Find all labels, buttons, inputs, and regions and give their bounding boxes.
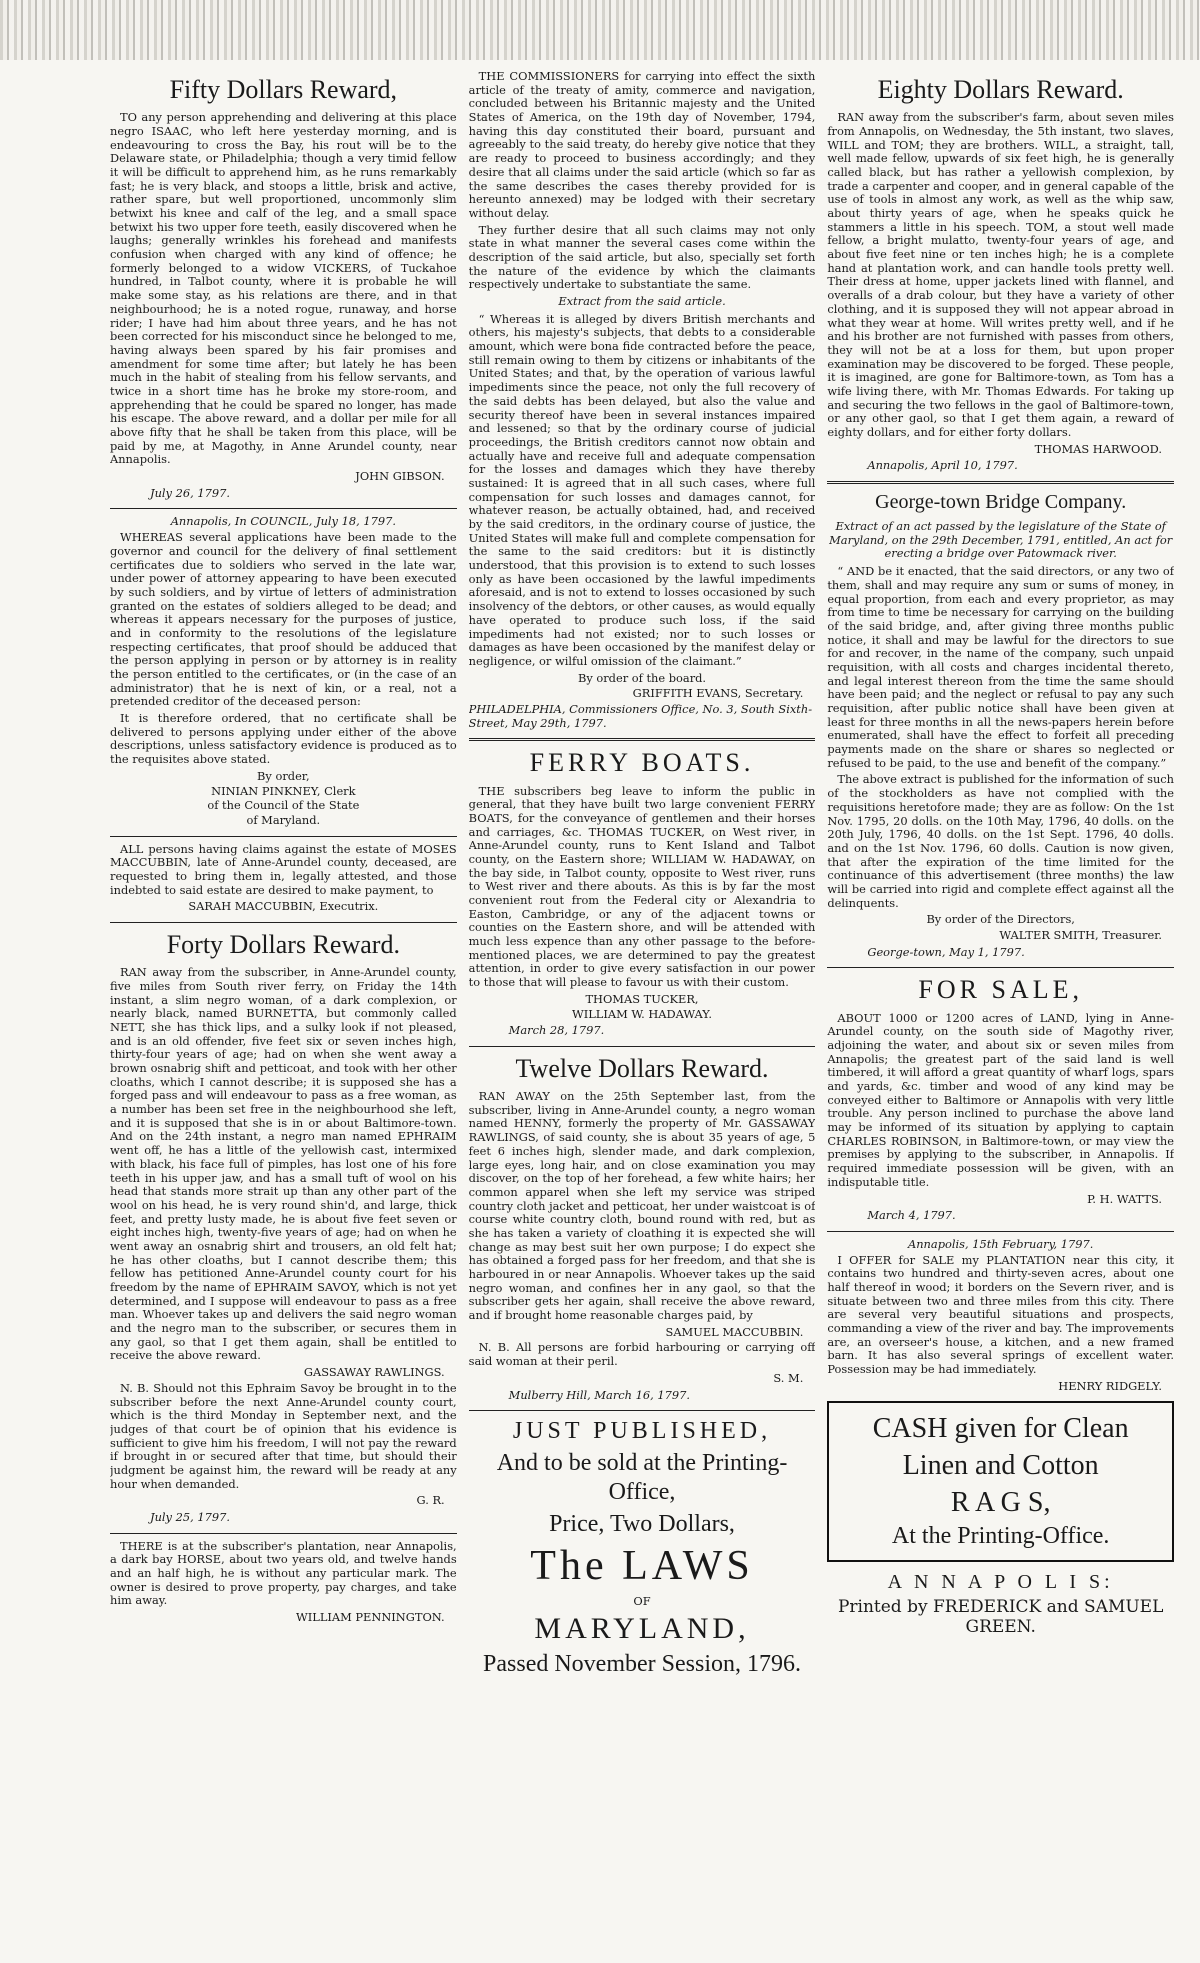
ad-heading: George-town Bridge Company. bbox=[875, 491, 1127, 514]
ad-line: Linen and Cotton bbox=[902, 1450, 1099, 1482]
ad-line: The LAWS bbox=[530, 1543, 754, 1590]
ad-forty-dollars bbox=[110, 929, 457, 1525]
ad-plantation bbox=[827, 1238, 1174, 1394]
divider bbox=[827, 1231, 1174, 1232]
divider bbox=[110, 1533, 457, 1534]
ad-nb: N. B. All persons are forbid harbouring or carrying off said woman at their peril. bbox=[468, 1340, 816, 1369]
imprint bbox=[827, 1570, 1174, 1638]
ad-byorder: By order, bbox=[257, 768, 310, 783]
ad-line: At the Printing-Office. bbox=[891, 1523, 1110, 1550]
ad-date: Annapolis, April 10, 1797. bbox=[867, 458, 1018, 473]
ad-body: I OFFER for SALE my PLANTATION near this city, it contains two hundred and thirty-seven acres, about one half thereof in wood; it borders on the Severn river, and is situate between two and three miles from this city. There are several very beautiful situations and prospects, commanding a view of the river and bay. The improvements are, an overseer's house, a kitchen, and a new framed barn. It has also several springs of excellent water. Possession may be had immediately. bbox=[827, 1252, 1175, 1377]
ad-subheading: Extract of an act passed by the legislature of the State of Maryland, on the 29th December, 1791, entitled, An act for erecting a bridge over Patowmack river. bbox=[829, 519, 1173, 561]
ad-signature: THOMAS HARWOOD. bbox=[1034, 441, 1163, 456]
ad-cash-for-rags bbox=[827, 1401, 1174, 1562]
ad-signature: NINIAN PINKNEY, Clerk bbox=[211, 783, 356, 798]
ad-signature: S. M. bbox=[773, 1370, 804, 1385]
ad-signature: THOMAS TUCKER, bbox=[585, 991, 699, 1006]
imprint-line: A N N A P O L I S: bbox=[887, 1571, 1114, 1594]
ad-signature: G. R. bbox=[416, 1493, 445, 1508]
divider bbox=[110, 508, 457, 509]
imprint-line: GREEN. bbox=[965, 1617, 1036, 1638]
ad-signature: GASSAWAY RAWLINGS. bbox=[303, 1365, 445, 1380]
ad-body: WHEREAS several applications have been made to the governor and council for the delivery of final settlement certificates due to soldiers who served in the late war, under power of attorney appearing to have been executed by such soldiers, and by virtue of letters of administration granted on the estates of soldiers alleged to be dead; and whereas it appears necessary for the purposes of justice, and in conformity to the resolutions of the legislature respecting certificates, that proof should be adduced that the person applying in person or by attorney is in reality the person entitled to the certificates, or (in the case of an administrator) that he is next of kin, or a real, not a pretended creditor of the deceased person: bbox=[110, 530, 457, 709]
ad-laws-of-maryland bbox=[469, 1417, 816, 1679]
ad-body: RAN AWAY on the 25th September last, from the subscriber, living in Anne-Arundel county, a negro woman named HENNY, formerly the property of Mr. GASSAWAY RAWLINGS, of said county, she is about 35 years of age, 5 feet 6 inches high, slender made, and dark complexion, large eyes, long hair, and on close examination you may discover, on the top of her forehead, a few white hairs; her common apparel when she left my service was striped country cloth jacket and petticoat, her under waistcoat is of course white country cloth, bound round with red, but as she has taken a variety of cloathing it is expected she will change as may best suit her own purpose; I do expect she has obtained a forged pass for her freedom, and that she is harboured in or near Annapolis. Whoever takes up the said negro woman, and confines her in any gaol, so that the subscriber gets her again, shall receive the above reward, and if brought home reasonable charges paid, by bbox=[468, 1089, 816, 1323]
ad-signature: GRIFFITH EVANS, Secretary. bbox=[632, 686, 804, 701]
ad-fifty-dollars bbox=[110, 74, 457, 500]
ad-body: They further desire that all such claims may not only state in what manner the several cases come within the description of the said article, but also, specially set forth the nature of the evidence by which the claimants respectively undertake to substantiate the same. bbox=[468, 222, 816, 292]
column-middle bbox=[469, 70, 816, 1915]
ad-signature-line: of Maryland. bbox=[246, 812, 321, 827]
ad-line: CASH given for Clean bbox=[872, 1413, 1129, 1445]
ad-date: July 26, 1797. bbox=[150, 485, 230, 500]
ad-byorder: By order of the Directors, bbox=[926, 912, 1075, 927]
ad-heading: Twelve Dollars Reward. bbox=[515, 1053, 769, 1083]
ad-body: THE COMMISSIONERS for carrying into effect the sixth article of the treaty of amity, commerce and navigation, concluded between his Britannic majesty and the United States of America, on the 19th day of November, 1794, having this day constituted their board, pursuant and agreeably to the said treaty, do hereby give notice that they are ready to proceed to business accordingly; and they desire that all claims under the said article (which so far as the same describes the cases thereby provided for is hereunto annexed) may be lodged with their secretary without delay. bbox=[468, 70, 816, 220]
ad-body: RAN away from the subscriber's farm, about seven miles from Annapolis, on Wednesday, the 5th instant, two slaves, WILL and TOM; they are brothers. WILL, a straight, tall, well made fellow, upwards of six feet high, he is generally called black, but has rather a yellowish complexion, by trade a carpenter and cooper, and in general capable of the use of tools in almost any work, as well as the whip saw, about thirty years of age, when he speaks quick he stammers a little in his speech. TOM, a stout well made fellow, a bright mulatto, twenty-four years of age, and about five feet nine or ten inches high; he is a complete hand at plantation work, and can handle tools pretty well. Their dress at home, upper jackets lined with flannel, and overalls of a drab colour, but they have a variety of other clothing, and it is supposed they will not appear abroad in what they wear at home. Will writes pretty well, and if he and his brother are not furnished with passes from others, they will not be at a loss for them, but upon proper examination may be discovered to be forged. These people, it is imagined, are gone for Baltimore-town, as Tom has a wife living there, with Mr. Thomas Edwards. For taking up and securing the two fellows in the gaol of Baltimore-town, or any other gaol, so that I get them again, a reward of eighty dollars, and for either forty dollars. bbox=[827, 110, 1175, 439]
ad-line: JUST PUBLISHED, bbox=[512, 1418, 772, 1445]
ad-signature: WILLIAM W. HADAWAY. bbox=[572, 1006, 712, 1021]
divider bbox=[827, 967, 1174, 968]
ad-heading: Fifty Dollars Reward, bbox=[169, 75, 398, 104]
ad-signature: P. H. WATTS. bbox=[1087, 1191, 1163, 1206]
ad-council-notice bbox=[110, 515, 457, 827]
ad-line: OF bbox=[633, 1593, 651, 1608]
ad-horse bbox=[110, 1540, 457, 1625]
divider bbox=[110, 922, 457, 923]
ad-nb: N. B. Should not this Ephraim Savoy be brought in to the subscriber before the next Anne-Arundel county court, which is the third Monday in September next, and the judges of that court be of opinion that his evidence is sufficient to give him his freedom, I will not pay the reward if brought in or secured after that time, but should their judgment be against him, the reward will be ready at any hour when demanded. bbox=[110, 1380, 457, 1491]
ad-heading: FOR SALE, bbox=[918, 975, 1083, 1005]
ad-body: THERE is at the subscriber's plantation, near Annapolis, a dark bay HORSE, about two years old, and twelve hands and an half high, he is without any particular mark. The owner is desired to prove property, pay charges, and take him away. bbox=[110, 1538, 457, 1608]
ad-signature: SARAH MACCUBBIN, Executrix. bbox=[188, 899, 379, 914]
ad-signature: HENRY RIDGELY. bbox=[1058, 1378, 1163, 1393]
ad-signature: WALTER SMITH, Treasurer. bbox=[999, 928, 1163, 942]
divider bbox=[827, 481, 1174, 484]
ad-place: PHILADELPHIA, Commissioners Office, No. 3, South Sixth-Street, May 29th, 1797. bbox=[468, 701, 813, 730]
columns bbox=[110, 70, 1174, 1915]
ad-signature: WILLIAM PENNINGTON. bbox=[296, 1610, 445, 1625]
divider bbox=[469, 1410, 816, 1411]
column-left bbox=[110, 70, 457, 1915]
ad-body: TO any person apprehending and delivering at this place negro ISAAC, who left here yesterday morning, and is endeavouring to cross the Bay, his rout will be to the Delaware state, or Philadelphia; though a very timid fellow it will be difficult to apprehend him, as he runs remarkably fast; he is very black, and stoops a little, brisk and active, rather spare, but well proportioned, uncommonly slim betwixt his knee and calf of the leg, and a small space betwixt his two upper fore teeth, easily discovered when he laughs; generally wrinkles his forehead and manifests confusion when charged with any kind of offence; he formerly belonged to a widow VICKERS, of Tuckahoe hundred, in Talbot county, where it is probable he will make some stay, as his relations are there, and in that neighbourhood; he is a noted rogue, runaway, and horse rider; I have had him about three years, and he has not been corrected for his misconduct since he belonged to me, having always been spared by his fair promises and amendment for some time after; but lately he has been much in the habit of stealing from his fellow servants, and twice in a short time has he broke my store-room, and apprehending that he could be spared no longer, has made his escape. The above reward, and a dollar per mile for all above fifty that he shall be taken from this place, will be paid by me, at Magothy, in Anne Arundel county, near Annapolis. bbox=[110, 110, 457, 467]
ad-byorder: By order of the board. bbox=[577, 670, 707, 685]
ad-bridge-company bbox=[827, 490, 1174, 959]
ad-heading: Forty Dollars Reward. bbox=[166, 930, 400, 959]
ad-date: March 28, 1797. bbox=[508, 1023, 605, 1038]
ad-estate-notice bbox=[110, 843, 457, 914]
ad-body: “ AND be it enacted, that the said directors, or any two of them, shall and may require any sum or sums of money, in equal proportion, from each and every proprietor, as may from time to time be necessary for carrying on the building of the said bridge, and, after giving three months public notice, it shall and may be lawful for the directors to sue for and recover, in the name of the company, such unpaid requisition, with all costs and charges incidental thereto, and legal interest thereon from the time the same should have been paid; and the neglect or refusal to pay any such requisition, after public notice shall have been given at least for three months in all the news-papers herein before enumerated, shall have the effect to forfeit all preceding payments made on the share or shares so neglected or refused to be paid, to the use and benefit of the company.” bbox=[827, 564, 1175, 770]
ad-heading: FERRY BOATS. bbox=[529, 748, 755, 778]
ad-line: And to be sold at the Printing-Office, bbox=[496, 1449, 788, 1505]
ad-body: ALL persons having claims against the estate of MOSES MACCUBBIN, late of Anne-Arundel county, deceased, are requested to bring them in, legally attested, and those indebted to said estate are desired to make payment, to bbox=[110, 841, 457, 897]
column-right bbox=[827, 70, 1174, 1915]
ad-date: Mulberry Hill, March 16, 1797. bbox=[508, 1387, 690, 1402]
ad-body: The above extract is published for the information of such of the stockholders as have not complied with the requisitions heretofore made; they are as follow: On the 1st Nov. 1795, 20 dolls. on the 10th May, 1796, 40 dolls. on the 20th July, 1796, 40 dolls. on the 1st Sept. 1796, 40 dolls. and on the 1st Nov. 1796, 60 dolls. Caution is now given, that after the expiration of the time limited for the continuance of this advertisement (three months) the law will be carried into rigid and complete effect against all the delinquents. bbox=[827, 772, 1175, 910]
ad-body: ABOUT 1000 or 1200 acres of LAND, lying in Anne-Arundel county, on the south side of Magothy river, adjoining the water, and about six or seven miles from Annapolis; the greatest part of the said land is well timbered, it will afford a great quantity of wharf logs, spars and yards, &c. timber and wood of any kind may be conveyed either to Baltimore or Annapolis with very little trouble. Any person inclined to purchase the above land may be informed of its situation by applying to captain CHARLES ROBINSON, in Baltimore-town, or may view the premises by applying to the subscriber, in Annapolis. If required immediate possession will be given, with an indisputable title. bbox=[827, 1010, 1175, 1189]
ad-heading: Eighty Dollars Reward. bbox=[877, 75, 1124, 104]
ad-line: Price, Two Dollars, bbox=[549, 1510, 735, 1537]
ad-dateline: Annapolis, 15th February, 1797. bbox=[908, 1236, 1094, 1251]
ad-line: MARYLAND, bbox=[534, 1612, 750, 1646]
ad-land-for-sale bbox=[827, 974, 1174, 1223]
ad-signature-line: of the Council of the State bbox=[207, 798, 360, 813]
ad-dateline: Annapolis, In COUNCIL, July 18, 1797. bbox=[170, 514, 396, 529]
ad-extract: “ Whereas it is alleged by divers British merchants and others, his majesty's subjects, that debts to a considerable amount, which were bona fide contracted before the peace, still remain owing to them by citizens or inhabitants of the United States; and that, by the operation of various lawful impediments since the peace, not only the full recovery of the said debts has been delayed, but also the value and security thereof have been in several instances impaired and lessened; so that by the ordinary course of judicial proceedings, the British creditors cannot now obtain and actually have and receive full and adequate compensation for the losses and damages which they have thereby sustained: It is agreed that in all such cases, where full compensation for such losses and damages cannot, for whatever reason, be actually obtained, had, and received by the said creditors, in the ordinary course of justice, the United States will make full and complete compensation for the same to the said creditors: but it is distinctly understood, that this provision is to extend to such losses only as have been occasioned by the lawful impediments aforesaid, and is not to extend to losses occasioned by such insolvency of the debtors, or other causes, as would equally have operated to produce such loss, if the said impediments had not existed; nor to such losses or damages as have been occasioned by the manifest delay or negligence, or wilful omission of the claimant.” bbox=[468, 311, 816, 668]
page-top-edge bbox=[0, 0, 1200, 60]
ad-subheading: Extract from the said article. bbox=[558, 294, 726, 308]
ad-twelve-dollars bbox=[469, 1053, 816, 1402]
imprint-line: Printed by FREDERICK and SAMUEL bbox=[837, 1597, 1164, 1618]
divider bbox=[469, 738, 816, 741]
ad-body: It is therefore ordered, that no certificate shall be delivered to persons applying under either of the above descriptions, unless satisfactory evidence is produced as to the requisites above stated. bbox=[110, 711, 457, 767]
divider bbox=[469, 1046, 816, 1047]
ad-body: THE subscribers beg leave to inform the public in general, that they have built two large convenient FERRY BOATS, for the conveyance of gentlemen and their horses and carriages, &c. THOMAS TUCKER, on West river, in Anne-Arundel county, runs to Kent Island and Talbot county, on the Eastern shore; WILLIAM W. HADAWAY, on the bay side, in Talbot county, opposite to West river, runs to West river and there abouts. As this is by far the most convenient rout from the Federal city or Alexandria to Easton, Cambridge, or any of the adjacent towns or counties on the Eastern shore, and will be attended with much less expence than any other passage to the before-mentioned places, we are determined to pay the greatest attention, in order to give every satisfaction in our power to those that will please to favour us with their custom. bbox=[468, 783, 816, 990]
ad-commissioners bbox=[469, 70, 816, 730]
divider bbox=[110, 836, 457, 837]
ad-eighty-dollars bbox=[827, 74, 1174, 473]
ad-signature: JOHN GIBSON. bbox=[355, 469, 445, 484]
ad-ferry-boats bbox=[469, 747, 816, 1038]
ad-signature: SAMUEL MACCUBBIN. bbox=[665, 1324, 804, 1339]
ad-date: July 25, 1797. bbox=[150, 1510, 230, 1524]
ad-line: R A G S, bbox=[950, 1486, 1051, 1518]
ad-date: George-town, May 1, 1797. bbox=[867, 944, 1025, 959]
ad-body: RAN away from the subscriber, in Anne-Arundel county, five miles from South river ferry, on Friday the 14th instant, a slim negro woman, of a dark complexion, or nearly black, named BURNETTA, but commonly called NETT, she has thick lips, and a sulky look if not pleased, and is an old offender, five feet six or seven inches high, thirty-four years of age; had on when she went away a brown osnabrig shift and petticoat, and took with her other cloaths, which I cannot describe; it is supposed she has a forged pass and will endeavour to pass as a free woman, as a number has been set free in the neighbourhood she left, and it is supposed that she is in or about Baltimore-town. And on the 24th instant, a negro man named EPHRAIM went off, he has a little of the yellowish cast, intermixed with black, his face full of pimples, has lost one of his fore teeth in his upper jaw, and has a small tuft of wool on his head that stands more strait up than any other part of the wool on his head, he is very round shin'd, and large, thick feet, and pretty lusty made, he is about five feet seven or eight inches high, twenty-five years of age; had on when he went away an osnabrig shirt and trousers, an old felt hat; he has other cloaths, but I cannot describe them; this fellow has petitioned Anne-Arundel county court for his freedom by the name of EPHRAIM SAVOY, which is not yet determined, and I suppose will endeavour to pass as a free man. Whoever takes up and delivers the said negro woman and the negro man to the subscriber, or secures them in any gaol, so that I get them again, shall be entitled to receive the above reward. bbox=[110, 965, 457, 1363]
ad-date: March 4, 1797. bbox=[867, 1208, 956, 1223]
ad-line: Passed November Session, 1796. bbox=[483, 1651, 801, 1678]
